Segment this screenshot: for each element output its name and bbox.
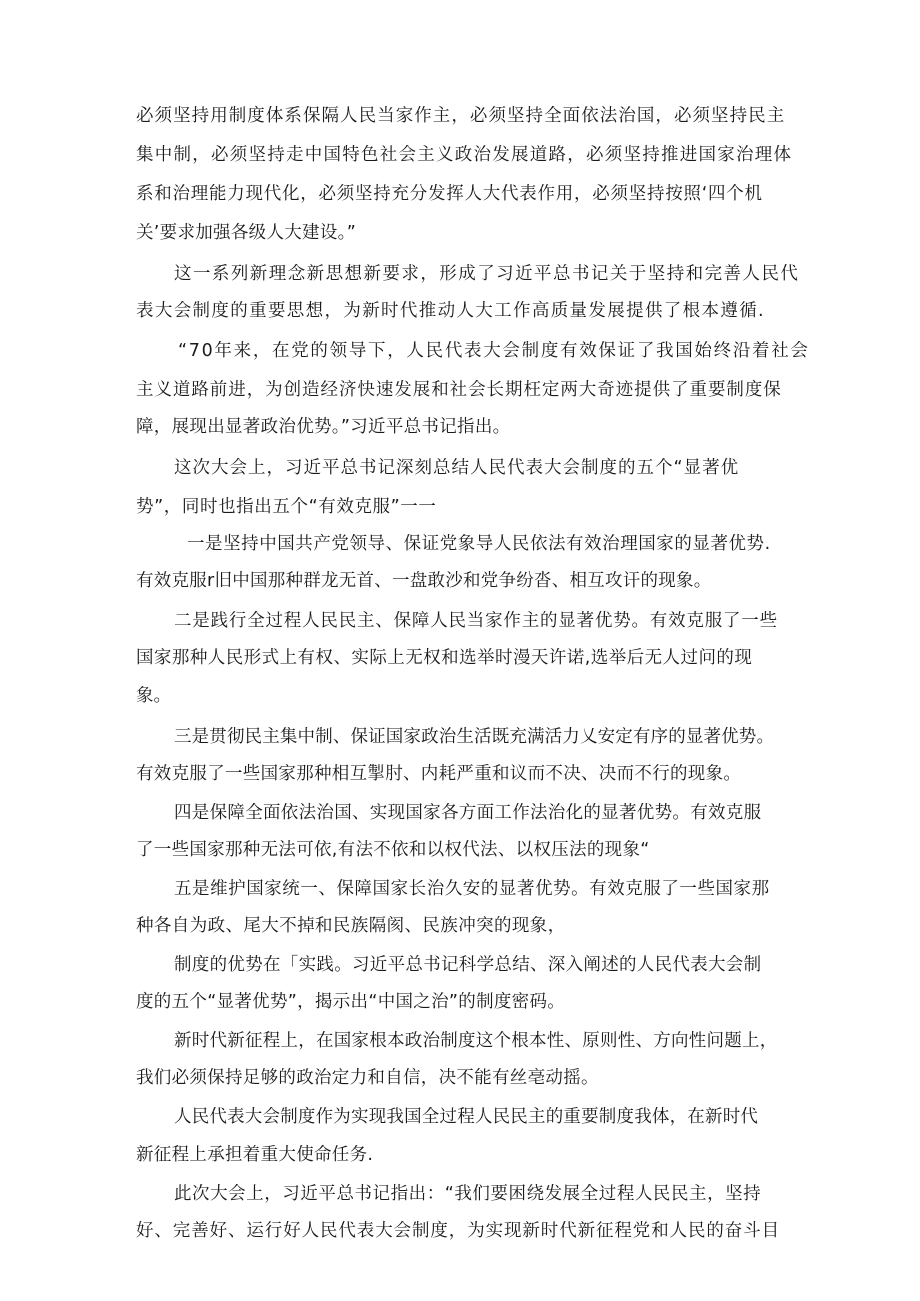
text-line: 表大会制度的重要思想，为新时代推动人大工作高质量发展提供了根本遵循. — [136, 301, 765, 321]
text-line: 障，展现出显著政治优势。”习近平总书记指出。 — [136, 417, 511, 437]
text-line: 度的五个“显著优势”，揭示出“中国之治”的制度密码。 — [136, 992, 566, 1012]
text-line: 我们必须保持足够的政治定力和自信，决不能有丝亳动摇。 — [136, 1068, 599, 1088]
text-line: “70年来，在党的领导下，人民代表大会制度有效保证了我国始终沿着社会 — [178, 341, 810, 361]
text-line: 种各自为政、尾大不掉和民族隔阂、民族冲突的现象， — [136, 916, 566, 936]
text-line: 四是保障全面依法治国、实现国家各方面工作法治化的显著优势。有效克服 — [174, 803, 762, 823]
text-line: 这次大会上，习近平总书记深刻总结人民代表大会制度的五个“显著优 — [174, 458, 740, 478]
text-line: 制度的优势在「实践。习近平总书记科学总结、深入阐述的人民代表大会制 — [174, 955, 762, 975]
text-line: 了一些国家那种无法可依,有法不依和以权代法、以权压法的现象“ — [136, 840, 650, 860]
text-line: 三是贯彻民主集中制、保证国家政治生活既充满活力乂安定有序的显著优势。 — [174, 727, 775, 747]
text-line: 有效克服了一些国家那种相互掣肘、内耗严重和议而不决、决而不行的现象。 — [136, 764, 742, 784]
text-line: 势”，同时也指出五个“有效克服”一一 — [136, 497, 437, 517]
text-line: 有效克服r旧中国那种群龙无首、一盘敢沙和党争纷沓、相互攻讦的现象。 — [136, 571, 712, 591]
text-line: 五是维护国家统一、保障国家长治久安的显著优势。有效克服了一些国家那 — [174, 879, 770, 899]
text-line: 集中制，必须坚持走中国特色社会主义政治发展道路，必须坚持推进国家治理体 — [136, 145, 793, 165]
text-line: 必须坚持用制度体系保隔人民当家作主，必须坚持全面依法治国，必须坚持民主 — [136, 106, 786, 126]
text-line: 关’要求加强各级人大建设。” — [136, 223, 357, 243]
text-line: 国家那种人民形式上有权、实际上无权和选举时漫天许诺,选举后无人过问的现 — [136, 648, 753, 668]
text-line: 人民代表大会制度作为实现我国全过程人民民主的重要制度我体，在新时代 — [174, 1107, 759, 1127]
text-line: 好、完善好、运行好人民代表大会制度，为实现新时代新征程党和人民的奋斗目 — [136, 1221, 780, 1241]
text-line: 系和治理能力现代化，必须坚持充分发挥人大代表作用，必须坚持按照‘四个机 — [136, 184, 763, 204]
text-line: 主义道路前进，为创造经济快速发展和社会长期枉定两大奇迹提供了重要制度保 — [136, 380, 782, 400]
text-line: 此次大会上，习近平总书记指出：“我们要困绕发展全过程人民民主，坚持 — [174, 1184, 762, 1204]
text-line: 二是践行全过程人民民主、保障人民当家作主的显著优势。有效克服了一些 — [174, 611, 778, 631]
text-line: 这一系列新理念新思想新要求，形成了习近平总书记关于坚持和完善人民代 — [174, 264, 800, 284]
text-line: 新征程上承担着重大使命任务. — [136, 1145, 374, 1165]
text-line: 一是坚持中国共产党领导、保证党象导人民依法有效治理国家的显著优势. — [187, 534, 771, 554]
text-line: 象。 — [136, 686, 171, 706]
text-line: 新时代新征程上，在国家根本政治制度这个根本性、原则性、方向性问题上， — [174, 1031, 778, 1051]
